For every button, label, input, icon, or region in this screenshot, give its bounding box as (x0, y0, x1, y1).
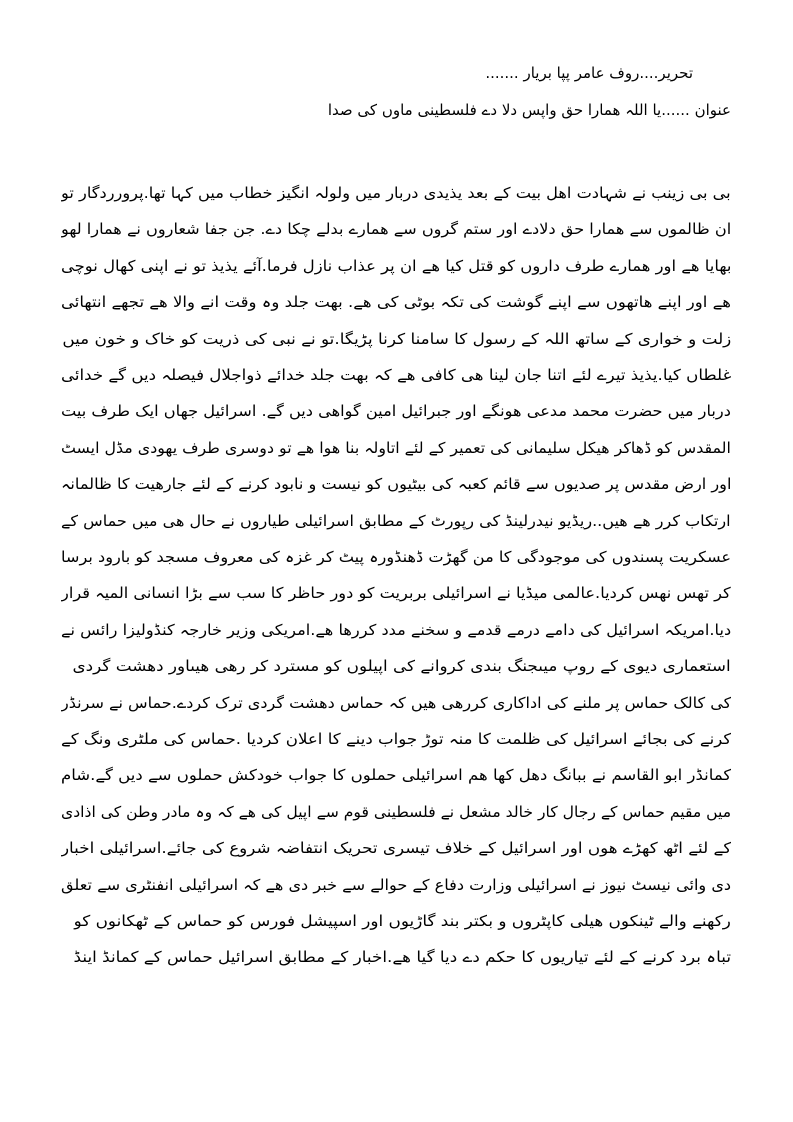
paragraph-line: ارتکاب کرر ھے ھیں..ریڈیو نیدرلینڈ کی رپورٹ کے مطابق اسرائیلی طیاروں نے حال ھی میں حماس کے (61, 511, 731, 530)
paragraph-line: کر تھس نھس کردیا.عالمی میڈیا نے اسرائیلی بربریت کو دور حاظر کا سب سے بڑا انسانی المیہ قرار (61, 584, 731, 603)
paragraph-line: میں مقیم حماس کے رجال کار خالد مشعل نے فلسطینی قوم سے اپیل کی ھے کہ وہ مادر وطن کی اذادی (60, 802, 731, 821)
paragraph-line: بھایا ھے اور ھمارے طرف داروں کو قتل کیا ھے ان پر عذاب نازل فرما.آئے یذیذ تو نے اپنی کھال نوچی (60, 256, 731, 275)
paragraph-line: دیا.امریکہ اسرائیل کی دامے درمے قدمے و سخنے مدد کررھا ھے.امریکی وزیر خارجہ کنڈولیزا رائس نے (60, 620, 731, 639)
paragraph-line: دربار میں حضرت محمد مدعی ھونگے اور جبرائیل امین گواھی دیں گے. اسرائیل جھاں ایک طرف بیت (61, 402, 731, 421)
paragraph-line: اور ارض مقدس پر صدیوں سے قائم کعبہ کی بیٹیوں کو نیست و نابود کرنے کے لئے جارھیت کا ظالمانہ (60, 475, 731, 494)
paragraph-line: غلطاں کیا.یذیذ تیرے لئے اتنا جان لینا ھی کافی ھے کہ بھت جلد خدائے ذواجلال فیصلہ دیں گے خدائی (60, 366, 731, 384)
paragraph-line: کمانڈر ابو القاسم نے ببانگ دھل کھا ھم اسرائیلی حملوں کا جواب خودکش حملوں سے دیں گے.شام (60, 766, 731, 785)
paragraph-line: عسکریت پسندوں کی موجودگی کا من گھڑت ڈھنڈورہ پیٹ کر غزہ کی معروف مسجد کو بارود برسا (60, 548, 731, 566)
paragraph-line: رکھنے والے ٹینکوں ھیلی کاپٹروں و بکتر بند گاڑیوں اور اسپیشل فورس کو حماس کے ٹھکانوں کو (73, 912, 731, 930)
byline: تحریر....روف عامر پپا بریار ....... (485, 64, 693, 82)
paragraph-line: کے لئے اٹھ کھڑے ھوں اور اسرائیل کے خلاف تیسری تحریک انتفاضہ شروع کی جائے.اسرائیلی اخبار (60, 839, 731, 858)
article-title: عنوان ......یا اللہ ھمارا حق واپس دلا دے فلسطینی ماوں کی صدا (327, 101, 731, 119)
paragraph-line: زلت و خواری کے ساتھ اللہ کے رسول کا سامنا کرنا پڑیگا.تو نے نبی کی ذریت کو خاک و خون میں (62, 329, 731, 348)
paragraph-line: تباہ برد کرنے کے لئے تیاریوں کا حکم دے دیا گیا ھے.اخبار کے مطابق اسرائیل حماس کے کمانڈ اینڈ (73, 948, 731, 967)
paragraph-line: دی وائی نیسٹ نیوز نے اسرائیلی وزارت دفاع کے حوالے سے خبر دی ھے کہ اسرائیلی انفنٹری سے تعلق (60, 875, 731, 894)
paragraph-line: کی کالک حماس پر ملنے کی اداکاری کررھی ھیں کہ حماس دھشت گردی ترک کردے.حماس نے سرنڈر (60, 693, 731, 712)
paragraph-line: ھے اور اپنے ھاتھوں سے اپنے گوشت کی تکہ بوٹی کی ھے. بھت جلد وہ وقت انے والا ھے تجھے انتھائی (60, 293, 731, 312)
paragraph-line: کرنے کی بجائے اسرائیل کی ظلمت کا منہ توڑ جواب دینے کا اعلان کردیا .حماس کی ملٹری ونگ کے (60, 730, 731, 748)
paragraph-line: المقدس کو ڈھاکر ھیکل سلیمانی کی تعمیر کے لئے اتاولہ بنا ھوا ھے تو دوسری طرف یھودی مڈل ایسٹ (61, 438, 731, 457)
paragraph-line: استعماری دیوی کے روپ میںجنگ بندی کروانے کی اپیلوں کو مسترد کر رھی ھیںاور دھشت گردی (72, 657, 731, 676)
paragraph-line: ان ظالموں سے ھمارا حق دلادے اور ستم گروں سے ھمارے بدلے چکا دے. جن جفا شعاروں نے ھمارا لھو (60, 220, 731, 239)
paragraph-line: بی بی زینب نے شہادت اھل بیت کے بعد یذیدی دربار میں ولولہ انگیز خطاب میں کہا تھا.پرورردگار تو (61, 184, 731, 202)
